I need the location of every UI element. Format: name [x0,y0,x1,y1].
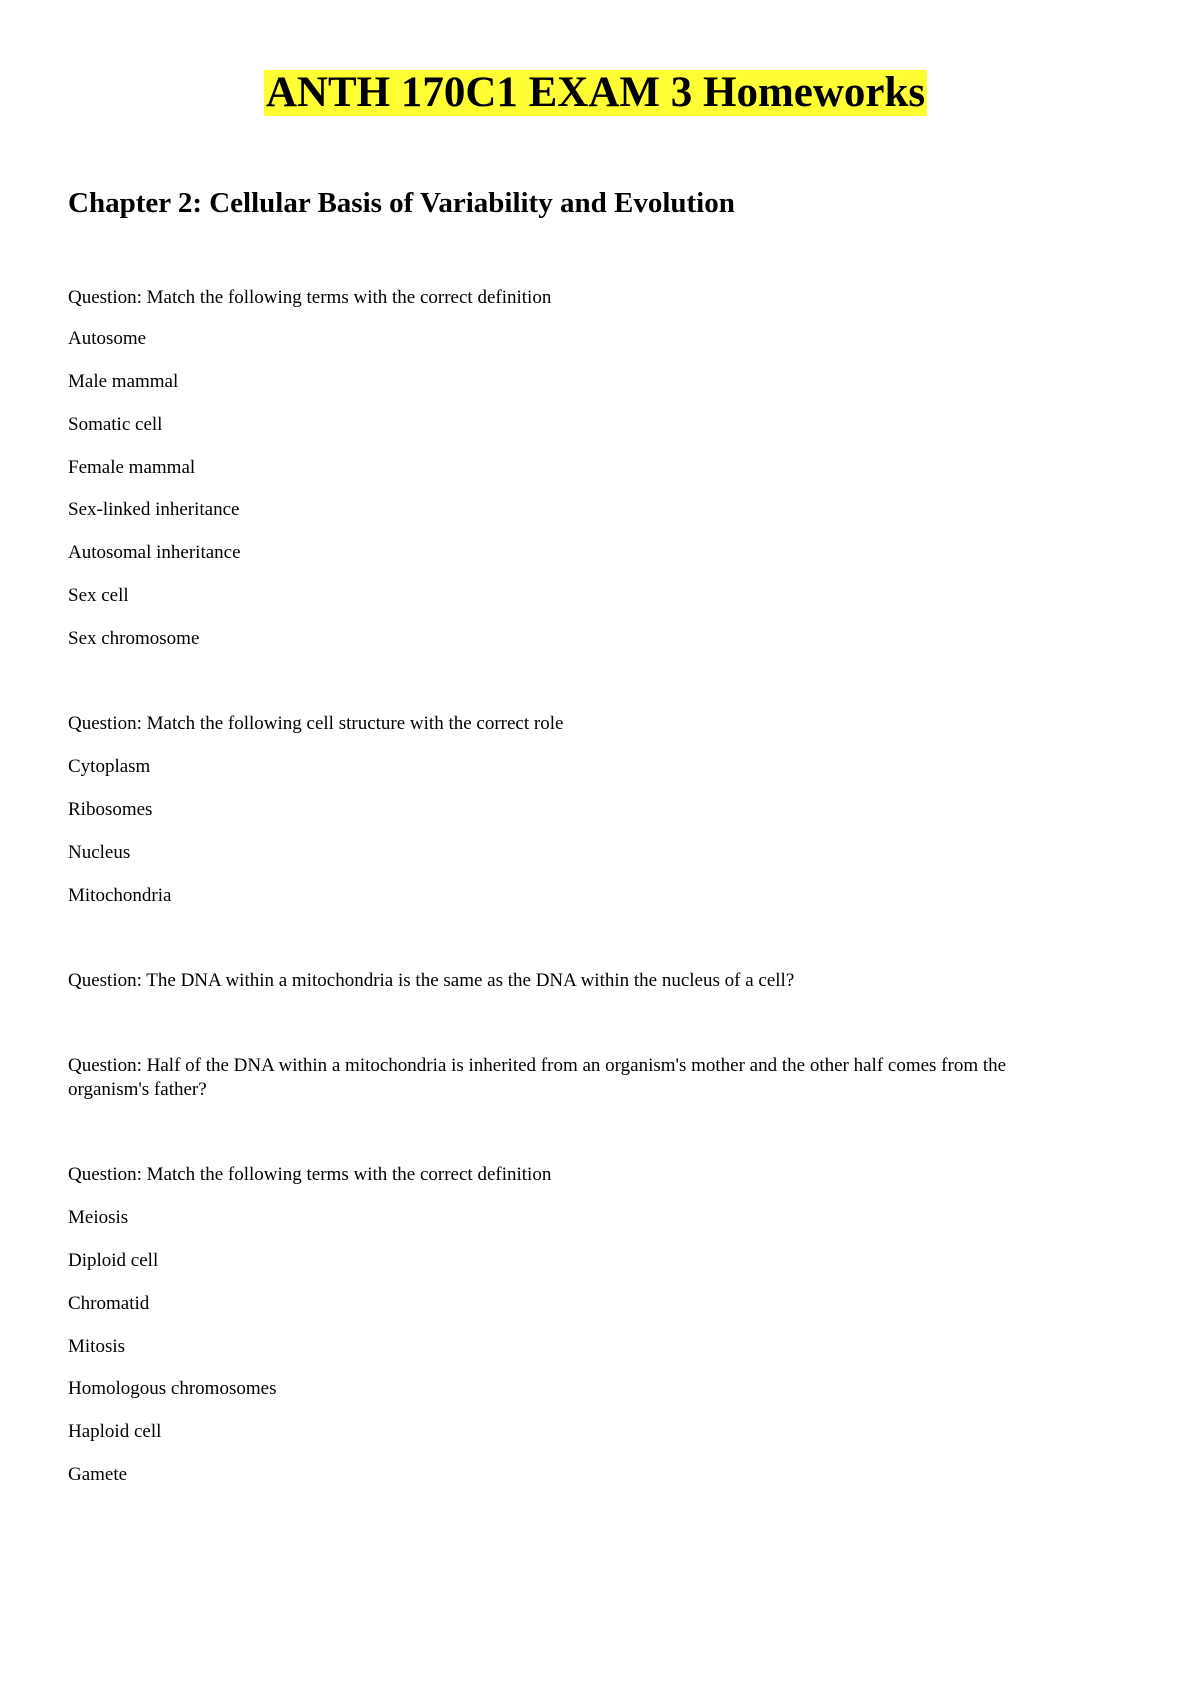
term-item: Female mammal [68,457,196,478]
title-container [0,70,1191,116]
term-item: Homologous chromosomes [68,1378,277,1399]
term-item: Nucleus [68,842,131,863]
term-item: Somatic cell [68,414,163,435]
document-title: ANTH 170C1 EXAM 3 Homeworks [265,69,926,116]
term-item: Sex chromosome [68,628,200,649]
term-item: Autosome [68,328,147,349]
term-item: Sex-linked inheritance [68,499,240,520]
term-item: Chromatid [68,1293,150,1314]
term-item: Sex cell [68,585,129,606]
term-item: Gamete [68,1464,128,1485]
chapter-heading: Chapter 2: Cellular Basis of Variability and Evolution [68,187,735,219]
term-item: Autosomal inheritance [68,542,241,563]
term-item: Cytoplasm [68,756,151,777]
question-text: Question: Match the following cell structure with the correct role [68,713,564,734]
term-item: Mitosis [68,1336,126,1357]
term-item: Mitochondria [68,885,172,906]
question-text: Question: Match the following terms with the correct definition [68,287,552,308]
question-text: Question: The DNA within a mitochondria is the same as the DNA within the nucleus of a cell? [68,970,795,991]
term-item: Ribosomes [68,799,153,820]
term-item: Meiosis [68,1207,129,1228]
term-item: Diploid cell [68,1250,159,1271]
term-item: Haploid cell [68,1421,162,1442]
term-item: Male mammal [68,371,179,392]
question-text: Question: Half of the DNA within a mitochondria is inherited from an organism's mother and the other half comes from the organism's father? [68,1055,1007,1100]
question-text: Question: Match the following terms with the correct definition [68,1164,552,1185]
